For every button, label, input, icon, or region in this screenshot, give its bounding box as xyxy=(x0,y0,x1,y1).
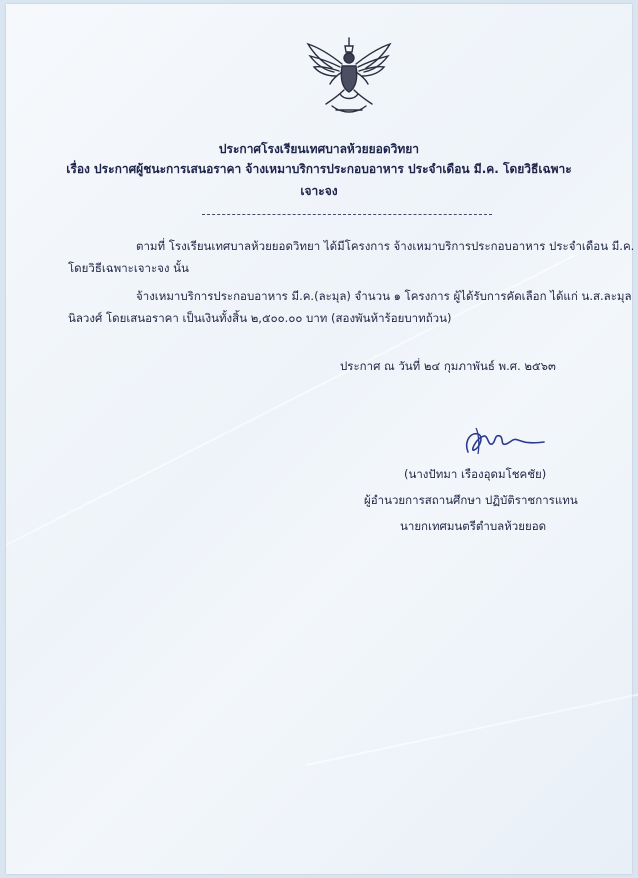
paragraph-2-line-2: นิลวงศ์ โดยเสนอราคา เป็นเงินทั้งสิ้น ๒,๕๐๐.๐๐ บาท (สองพันห้าร้อยบาทถ้วน) xyxy=(68,311,452,325)
signatory-name: (นางปัทมา เรืองอุดมโชคชัย) xyxy=(404,467,547,481)
garuda-emblem-icon xyxy=(302,34,396,118)
signatory-position-1: ผู้อำนวยการสถานศึกษา ปฏิบัติราชการแทน xyxy=(364,493,578,507)
paragraph-2-line-1: จ้างเหมาบริการประกอบอาหาร มี.ค.(ละมุล) จำนวน ๑ โครงการ ผู้ได้รับการคัดเลือก ได้แก่ น.ส.ละมุล xyxy=(136,289,632,303)
announcement-date: ประกาศ ณ วันที่ ๒๔ กุมภาพันธ์ พ.ศ. ๒๕๖๓ xyxy=(340,359,556,373)
divider xyxy=(202,214,492,215)
signatory-position-2: นายกเทศมนตรีตำบลห้วยยอด xyxy=(400,519,547,533)
subject-line-2: เจาะจง xyxy=(300,184,338,198)
subject-line-1: เรื่อง ประกาศผู้ชนะการเสนอราคา จ้างเหมาบริการประกอบอาหาร ประจำเดือน มี.ค. โดยวิธีเฉพาะ xyxy=(66,162,572,176)
signature-icon xyxy=(454,422,550,462)
paragraph-1-line-2: โดยวิธีเฉพาะเจาะจง นั้น xyxy=(68,261,189,275)
document-page xyxy=(6,4,635,874)
paragraph-1-line-1: ตามที่ โรงเรียนเทศบาลห้วยยอดวิทยา ได้มีโครงการ จ้างเหมาบริการประกอบอาหาร ประจำเดือน มี.ค. xyxy=(136,239,635,253)
announcement-title: ประกาศโรงเรียนเทศบาลห้วยยอดวิทยา xyxy=(218,142,420,156)
